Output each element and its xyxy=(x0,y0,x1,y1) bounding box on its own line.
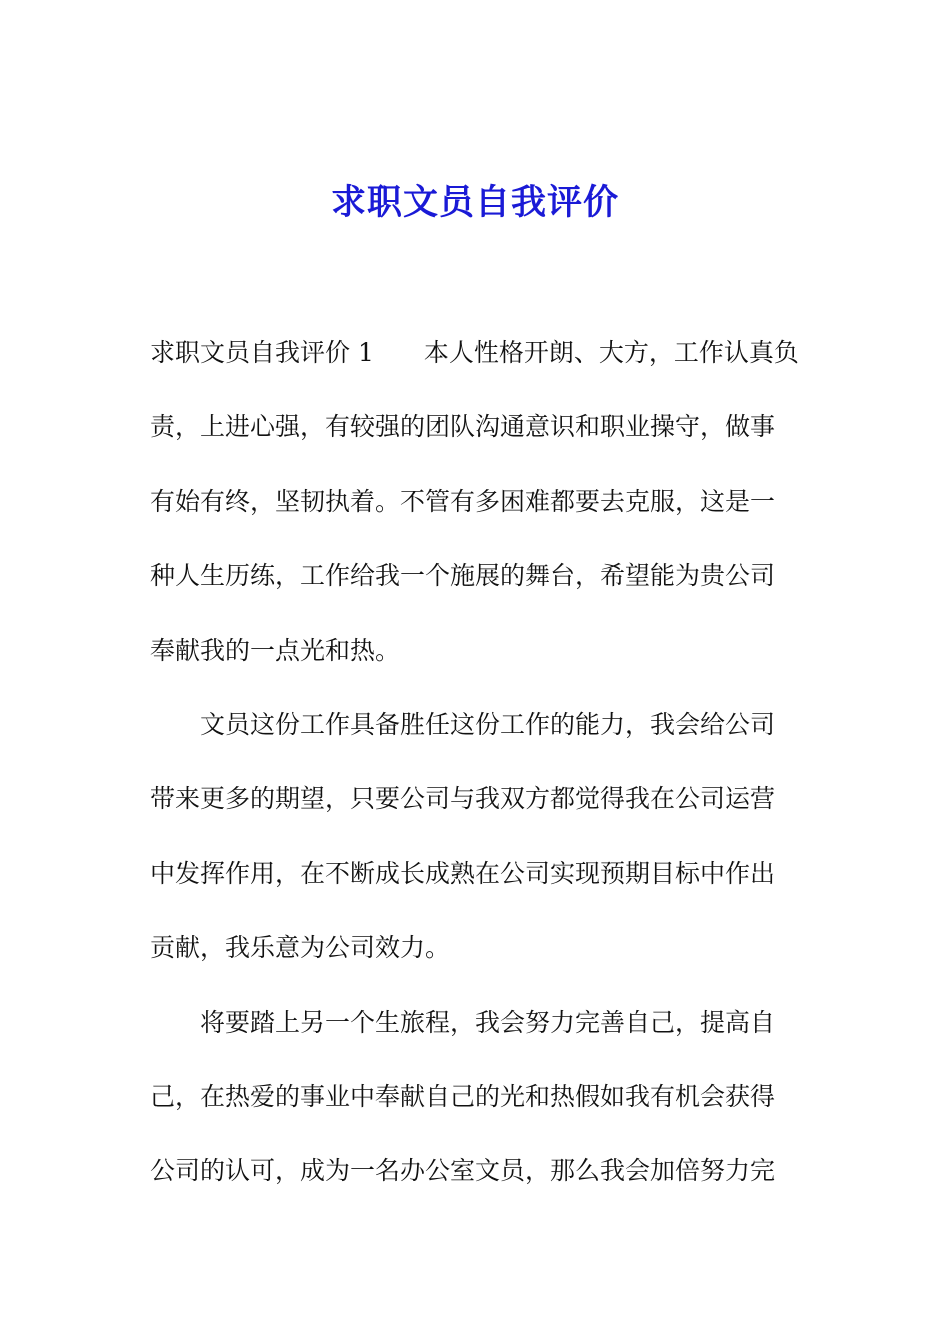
body-line-1: 求职文员自我评价 1 本人性格开朗、大方，工作认真负 xyxy=(150,338,799,367)
body-line-2: 责，上进心强，有较强的团队沟通意识和职业操守，做事 xyxy=(150,412,776,442)
document-title: 求职文员自我评价 xyxy=(330,182,619,223)
body-line-10: 将要踏上另一个生旅程，我会努力完善自己，提高自 xyxy=(150,1007,776,1037)
body-line-8: 中发挥作用，在不断成长成熟在公司实现预期目标中作出 xyxy=(150,858,776,888)
body-line-6: 文员这份工作具备胜任这份工作的能力，我会给公司 xyxy=(150,709,776,739)
body-line-5: 奉献我的一点光和热。 xyxy=(150,635,401,665)
body-line-11: 己，在热爱的事业中奉献自己的光和热假如我有机会获得 xyxy=(150,1081,776,1111)
document-body xyxy=(150,323,805,1216)
body-line-7: 带来更多的期望，只要公司与我双方都觉得我在公司运营 xyxy=(150,784,776,814)
body-line-9: 贡献，我乐意为公司效力。 xyxy=(150,933,451,963)
body-line-4: 种人生历练，工作给我一个施展的舞台，希望能为贵公司 xyxy=(150,561,776,591)
body-line-12: 公司的认可，成为一名办公室文员，那么我会加倍努力完 xyxy=(150,1156,776,1186)
body-line-3: 有始有终，坚韧执着。不管有多困难都要去克服，这是一 xyxy=(150,486,776,516)
